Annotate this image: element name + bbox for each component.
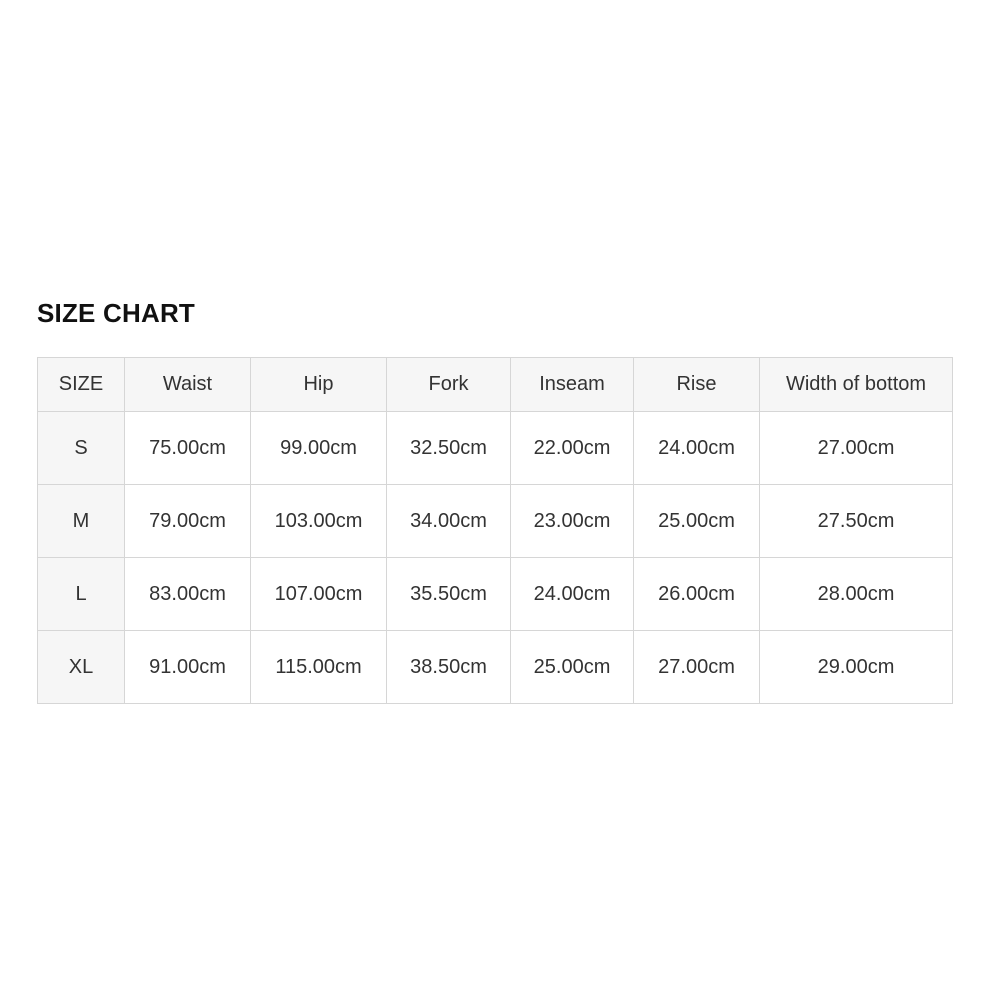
fork-cell: 32.50cm: [387, 412, 511, 485]
column-header-width-of-bottom: Width of bottom: [760, 358, 953, 412]
width-of-bottom-cell: 27.00cm: [760, 412, 953, 485]
waist-cell: 83.00cm: [125, 558, 251, 631]
column-header-fork: Fork: [387, 358, 511, 412]
table-row: [38, 412, 953, 485]
table-row: [38, 558, 953, 631]
rise-cell: 25.00cm: [634, 485, 760, 558]
hip-cell: 99.00cm: [251, 412, 387, 485]
rise-cell: 26.00cm: [634, 558, 760, 631]
table-header-row: [38, 358, 953, 412]
inseam-cell: 23.00cm: [511, 485, 634, 558]
width-of-bottom-cell: 28.00cm: [760, 558, 953, 631]
size-label-cell: S: [38, 412, 125, 485]
inseam-cell: 22.00cm: [511, 412, 634, 485]
width-of-bottom-cell: 29.00cm: [760, 631, 953, 704]
inseam-cell: 25.00cm: [511, 631, 634, 704]
rise-cell: 24.00cm: [634, 412, 760, 485]
size-chart-table: [37, 357, 953, 704]
hip-cell: 103.00cm: [251, 485, 387, 558]
table-row: [38, 631, 953, 704]
inseam-cell: 24.00cm: [511, 558, 634, 631]
hip-cell: 115.00cm: [251, 631, 387, 704]
fork-cell: 34.00cm: [387, 485, 511, 558]
column-header-inseam: Inseam: [511, 358, 634, 412]
rise-cell: 27.00cm: [634, 631, 760, 704]
waist-cell: 91.00cm: [125, 631, 251, 704]
column-header-waist: Waist: [125, 358, 251, 412]
size-label-cell: M: [38, 485, 125, 558]
page-title: SIZE CHART: [37, 298, 195, 328]
waist-cell: 79.00cm: [125, 485, 251, 558]
hip-cell: 107.00cm: [251, 558, 387, 631]
width-of-bottom-cell: 27.50cm: [760, 485, 953, 558]
waist-cell: 75.00cm: [125, 412, 251, 485]
fork-cell: 38.50cm: [387, 631, 511, 704]
column-header-rise: Rise: [634, 358, 760, 412]
table-row: [38, 485, 953, 558]
column-header-hip: Hip: [251, 358, 387, 412]
column-header-size: SIZE: [38, 358, 125, 412]
size-label-cell: XL: [38, 631, 125, 704]
size-label-cell: L: [38, 558, 125, 631]
fork-cell: 35.50cm: [387, 558, 511, 631]
